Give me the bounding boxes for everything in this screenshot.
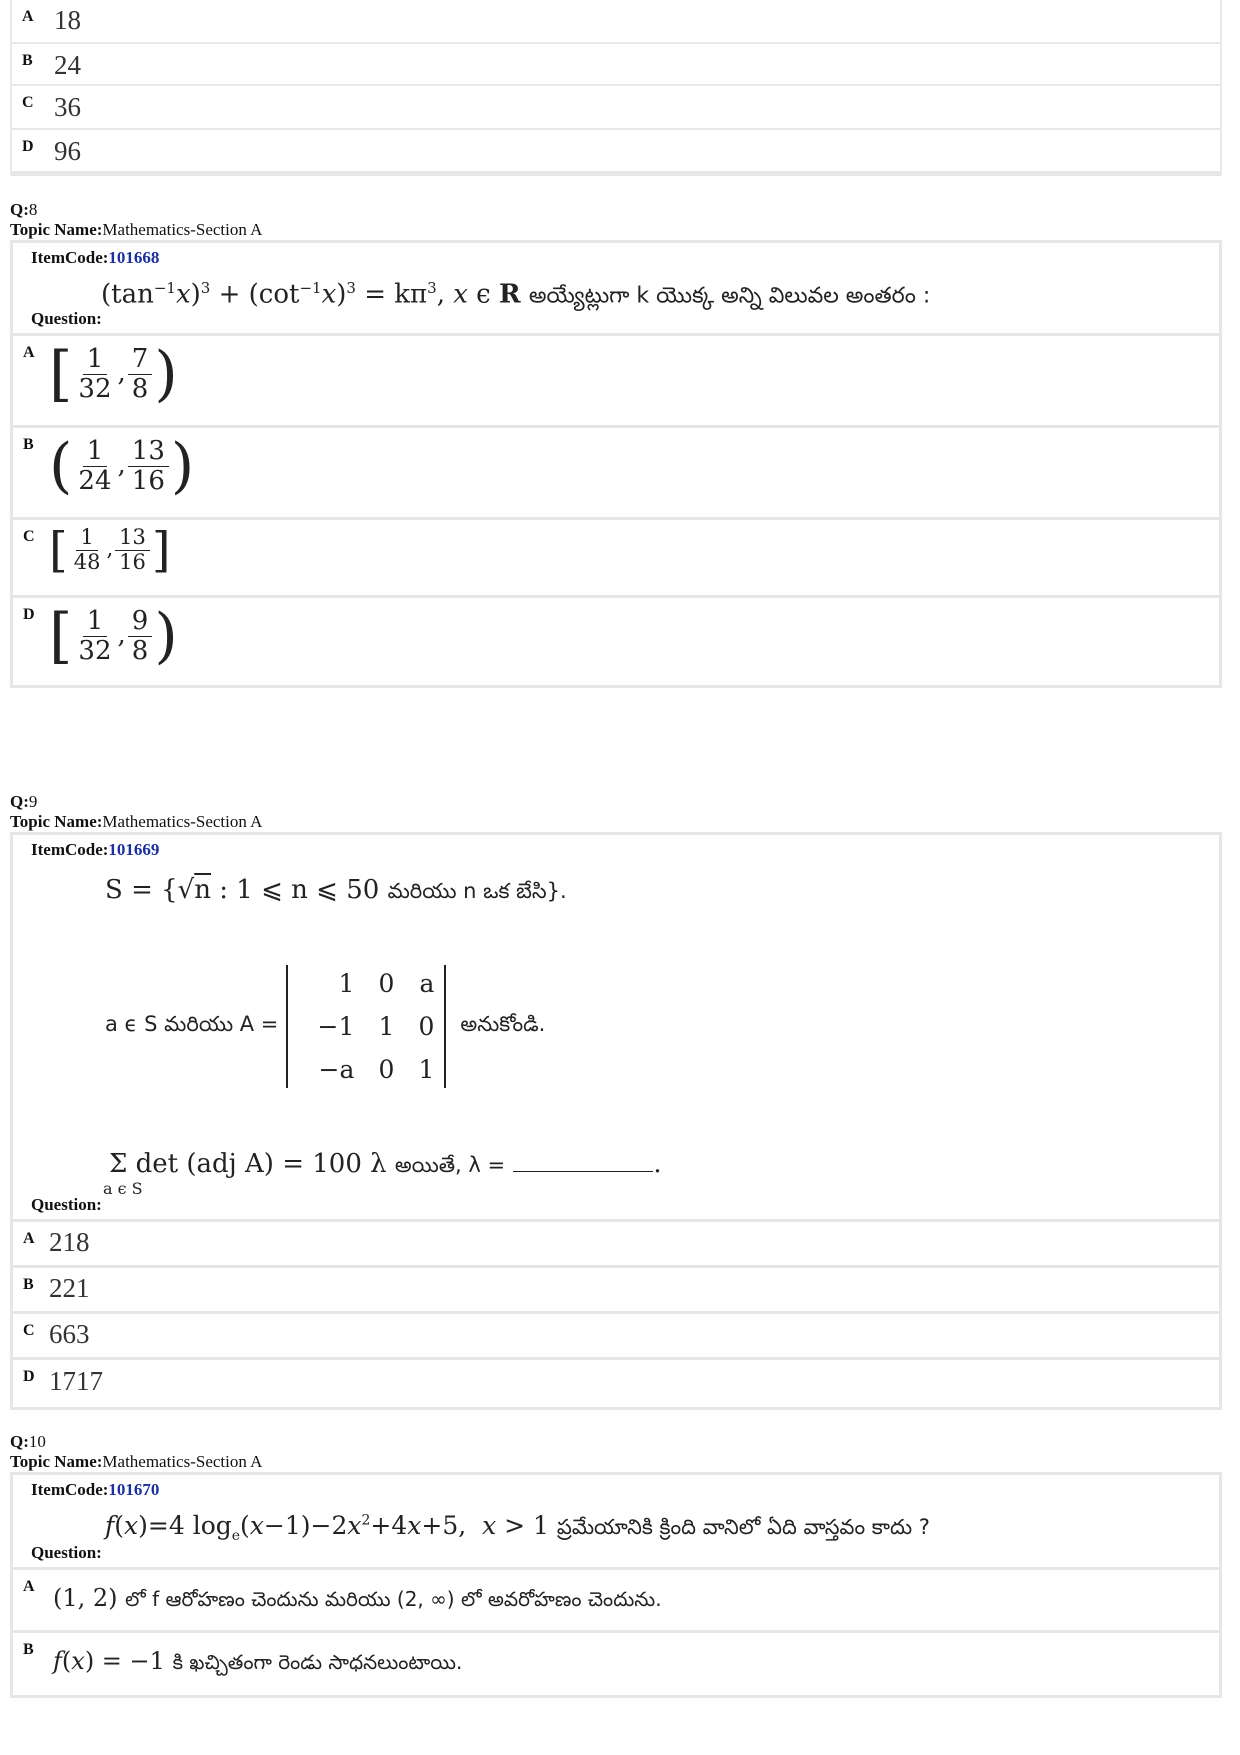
option-letter: A: [23, 344, 35, 361]
topic-name: Topic Name:Mathematics-Section A: [10, 812, 263, 831]
option-letter: D: [23, 606, 35, 623]
option-row[interactable]: [13, 1314, 1219, 1357]
option-row[interactable]: [13, 598, 1219, 686]
question-card-8: [10, 240, 1222, 688]
option-value: 36: [54, 92, 81, 122]
question-label: Question:: [31, 1195, 102, 1214]
option-value: 96: [54, 136, 81, 166]
option-value: [ $\frac{1}{48}$ , $\frac{13}{16}$ ]: [49, 522, 171, 578]
set-definition: S = {√n : 1 ⩽ n ⩽ 50 మరియు n ఒక బేసి}.: [105, 875, 567, 905]
question-number: Q:8: [10, 200, 38, 219]
question-label: Question:: [31, 1543, 102, 1562]
option-value: 1717: [49, 1366, 103, 1396]
question-card-9: [10, 832, 1222, 1410]
matrix-definition: a ϵ S మరియు A = 1 0 a −1 1 0 −a 0 1 అనుకోండి.: [105, 965, 545, 1088]
option-value: ( $\frac{1}{24}$ , $\frac{13}{16}$ ): [49, 431, 195, 501]
option-row[interactable]: [10, 0, 1222, 42]
option-value: (1, 2) లో f ఆరోహణం చెందును మరియు (2, ∞) లో అవరోహణం చెందును.: [53, 1584, 662, 1612]
option-row[interactable]: [13, 520, 1219, 595]
question-text: f(x)=4 $\log_e(x-1)-2x^2+4x+5$, x > 1 ప్రమేయానికి క్రింది వానిలో ఏది వాస్తవం కాదు ?: [105, 1511, 930, 1544]
item-code: ItemCode:101668: [31, 248, 160, 267]
option-value: 663: [49, 1319, 90, 1349]
option-row[interactable]: [13, 1360, 1219, 1407]
option-letter: D: [22, 138, 34, 155]
question-text: $(\tan^{-1}x)^3 + (\cot^{-1}x)^3 = k\pi^3$, x ϵ R అయ్యేట్లుగా k యొక్క అన్ని విలువల అంతరం :: [101, 279, 931, 310]
option-row[interactable]: [13, 1222, 1219, 1265]
question-number: Q:9: [10, 792, 38, 811]
option-letter: C: [23, 1322, 35, 1339]
option-value: 218: [49, 1227, 90, 1257]
topic-name: Topic Name:Mathematics-Section A: [10, 220, 263, 239]
option-value: 221: [49, 1273, 90, 1303]
option-value: [ $\frac{1}{32}$ , $\frac{7}{8}$ ): [49, 339, 178, 409]
option-row[interactable]: [13, 1633, 1219, 1695]
option-row[interactable]: [13, 428, 1219, 517]
sum-expression: Σ a ϵ S det (adj A) = 100 λ అయితే, λ = .: [103, 1149, 662, 1198]
option-row[interactable]: [13, 1268, 1219, 1311]
option-letter: B: [23, 1276, 34, 1293]
option-letter: A: [23, 1230, 35, 1247]
option-letter: B: [23, 1641, 34, 1658]
item-code: ItemCode:101670: [31, 1480, 160, 1499]
option-letter: B: [23, 436, 34, 453]
option-letter: C: [22, 94, 34, 111]
option-value: 18: [54, 5, 81, 35]
option-letter: C: [23, 528, 35, 545]
option-letter: A: [23, 1578, 35, 1595]
option-letter: A: [22, 8, 34, 25]
option-value: 24: [54, 50, 81, 80]
option-letter: D: [23, 1368, 35, 1385]
option-letter: B: [22, 52, 33, 69]
option-row[interactable]: [13, 1570, 1219, 1630]
option-value: [ $\frac{1}{32}$ , $\frac{9}{8}$ ): [49, 601, 178, 671]
matrix-a: 1 0 a −1 1 0 −a 0 1: [286, 965, 446, 1088]
question-card-10: [10, 1472, 1222, 1698]
option-row[interactable]: [10, 84, 1222, 128]
option-row[interactable]: [13, 336, 1219, 425]
question-number: Q:10: [10, 1432, 46, 1451]
topic-name: Topic Name:Mathematics-Section A: [10, 1452, 263, 1471]
option-row[interactable]: [10, 128, 1222, 176]
option-row[interactable]: [10, 42, 1222, 84]
question-label: Question:: [31, 309, 102, 328]
option-value: f(x) = −1 కి ఖచ్చితంగా రెండు సాధనలుంటాయి.: [53, 1647, 463, 1675]
item-code: ItemCode:101669: [31, 840, 160, 859]
